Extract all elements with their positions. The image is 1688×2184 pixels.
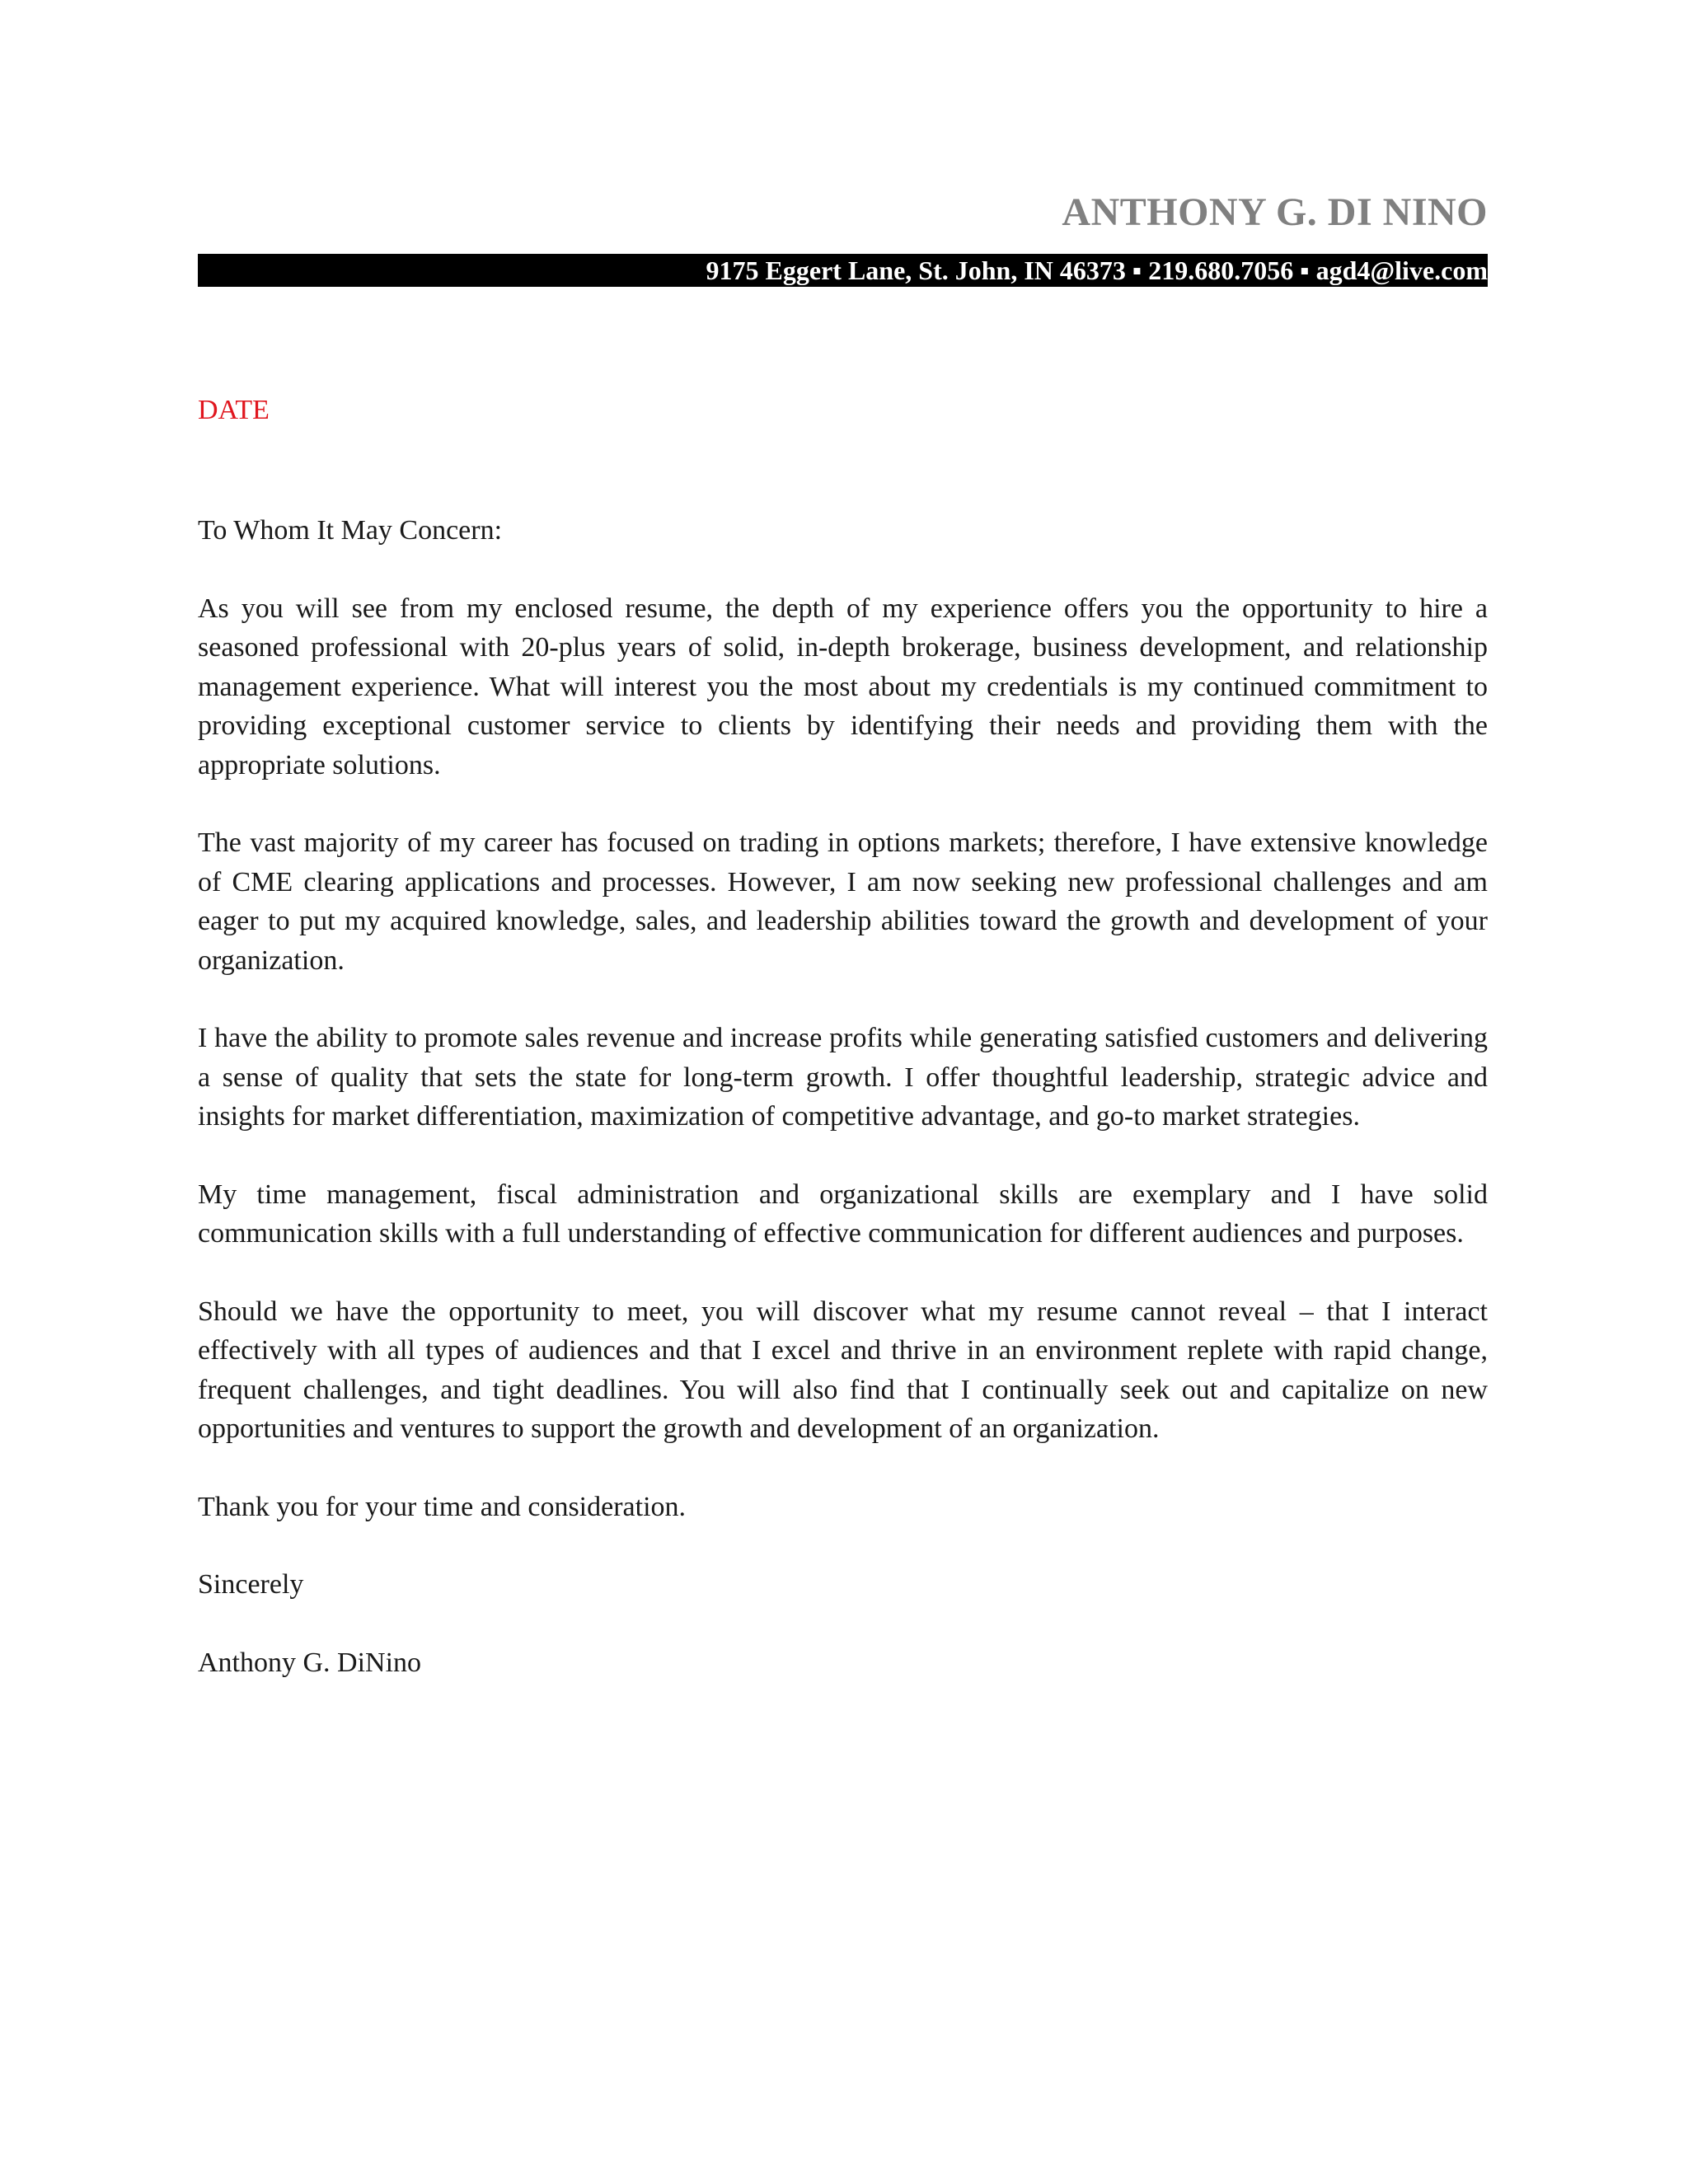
letter-closing (198, 1488, 1488, 1683)
closing-line: Sincerely (198, 1569, 304, 1600)
paragraph-5: Should we have the opportunity to meet, you will discover what my resume cannot reveal – that I interact effectively with all types of audiences and that I excel and thrive in an environment replete with rapid change, frequent challenges, and tight deadlines. You will also find that I continually seek out and capitalize on new opportunities and ventures to support the growth and development of an organization. (198, 1296, 1488, 1444)
paragraph-2: The vast majority of my career has focused on trading in options markets; therefore, I have extensive knowledge of CME clearing applications and processes. However, I am now seeking new professional challenges and am eager to put my acquired knowledge, sales, and leadership abilities toward the growth and development of your organization. (198, 827, 1488, 976)
paragraph-1: As you will see from my enclosed resume, the depth of my experience offers you the opportunity to hire a seasoned professional with 20-plus years of solid, in-depth brokerage, business development, and relationship management experience. What will interest you the most about my credentials is my continued commitment to providing exceptional customer service to clients by identifying their needs and providing them with the appropriate solutions. (198, 593, 1488, 780)
letter-body (198, 511, 1488, 1721)
signature: Anthony G. DiNino (198, 1647, 422, 1678)
letter-date: DATE (198, 395, 270, 425)
paragraph-3: I have the ability to promote sales revenue and increase profits while generating satisfied customers and delivering a sense of quality that sets the state for long-term growth. I offer thoughtful leadership, strategic advice and insights for market differentiation, maximization of competitive advantage, and go-to market strategies. (198, 1023, 1488, 1132)
paragraph-4: My time management, fiscal administration and organizational skills are exemplary and I have solid communication skills with a full understanding of effective communication for different audiences and purposes. (198, 1179, 1488, 1249)
sender-name: ANTHONY G. DI NINO (1062, 190, 1488, 234)
salutation: To Whom It May Concern: (198, 515, 503, 546)
contact-info-bar: 9175 Eggert Lane, St. John, IN 46373 ▪ 219.680.7056 ▪ agd4@live.com (198, 254, 1488, 287)
thanks-line: Thank you for your time and consideration. (198, 1491, 687, 1522)
